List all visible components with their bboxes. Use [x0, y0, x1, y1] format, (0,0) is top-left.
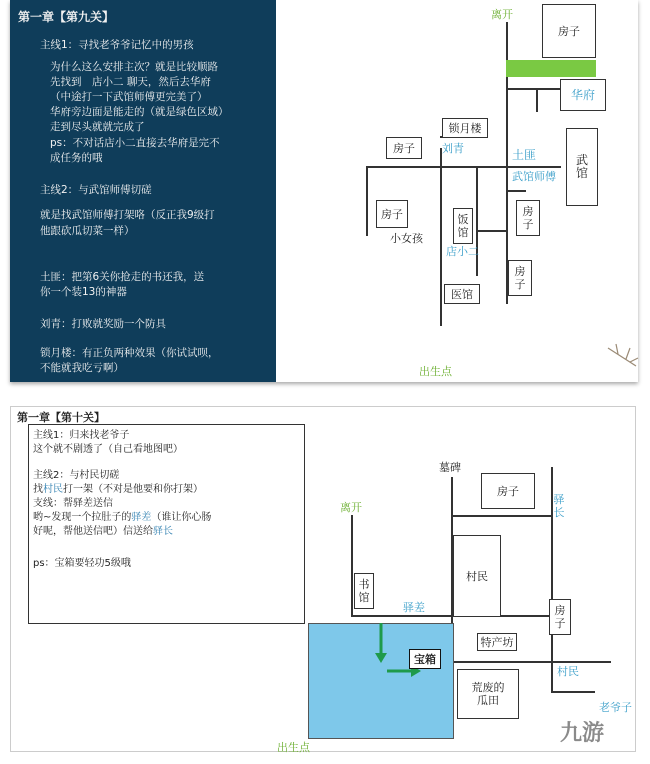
watermark-logo: 九游 — [560, 721, 605, 746]
road-inner-vertical — [476, 166, 478, 276]
spawn-label: 出生点 — [419, 365, 452, 378]
tomb-label: 墓碑 — [439, 461, 461, 474]
wuguan-master-label: 武馆师傅 — [512, 170, 556, 183]
bookhall-box: 书 馆 — [354, 573, 374, 609]
house-right-1: 房 子 — [516, 200, 540, 236]
main1-heading: 主线1：寻找老爷爷记忆中的男孩 — [40, 39, 194, 51]
yichai-label: 驿差 — [403, 601, 425, 614]
tufei-label: 土匪 — [512, 148, 537, 162]
main1-line-1: 为什么这么安排主次？就是比较顺路 — [50, 61, 218, 73]
huafu-box: 华府 — [560, 79, 606, 111]
villager-label: 村民 — [557, 665, 579, 678]
tufei-line-1: 土匪：把第6关你抢走的书还我，送 — [40, 271, 205, 283]
level9-title: 第一章【第九关】 — [18, 10, 115, 24]
liuqing-line: 刘青：打败就奖励一个防具 — [40, 318, 166, 330]
ps-note: ps：宝箱要轻功5级哦 — [33, 558, 131, 569]
m1-heading: 主线1：归来找老爷子 — [33, 430, 130, 441]
road-house-right1 — [506, 190, 526, 192]
clinic-box: 医馆 — [444, 284, 480, 304]
fanguan-box: 饭 馆 — [453, 208, 473, 244]
oldman-label: 老爷子 — [599, 701, 632, 714]
suoyuelou-line-2: 不能就我吃亏啊） — [40, 362, 124, 374]
side-line-2: 好呢，帮他送信吧）信送给驿长 — [33, 526, 173, 537]
house-top-box: 房子 — [481, 473, 535, 509]
house-top: 房子 — [542, 4, 596, 58]
m1-line: 这个就不剧透了（自己看地图吧） — [33, 444, 183, 455]
main2-line-2: 他跟砍瓜切菜一样） — [40, 225, 135, 237]
liuqing-label: 刘青 — [442, 142, 464, 155]
shop-box: 特产坊 — [477, 633, 517, 651]
wuguan-box: 武 馆 — [566, 128, 598, 206]
main1-line-7: 成任务的哦 — [50, 152, 103, 164]
branch-decoration-icon — [606, 340, 640, 370]
suoyuelou-line-1: 锁月楼：有正负两种效果（你试试呗， — [40, 347, 219, 359]
farm-box: 荒废的 瓜田 — [457, 669, 519, 719]
main1-line-6: ps：不对话店小二直接去华府是完不 — [50, 137, 220, 149]
chapter1-level9-panel — [10, 0, 638, 382]
main2-heading: 主线2：与武馆师傅切磋 — [40, 184, 152, 196]
leave-label: 离开 — [340, 501, 362, 514]
m2-heading: 主线2：与村民切磋 — [33, 470, 120, 481]
road-left-vertical — [440, 148, 442, 326]
suoyuelou-box: 锁月楼 — [442, 118, 488, 138]
girl-label: 小女孩 — [390, 232, 423, 245]
house-right-2: 房 子 — [508, 260, 532, 296]
side-heading: 支线：帮驿差送信 — [33, 498, 113, 509]
main1-line-4: 华府旁边面是能走的（就是绿色区域） — [50, 106, 229, 118]
road-cross-2 — [476, 230, 506, 232]
main1-line-3: （中途打一下武馆师傅更完美了） — [50, 91, 208, 103]
house-left: 房子 — [386, 137, 422, 159]
road-huafu-stub — [536, 88, 538, 112]
spawn-label: 出生点 — [277, 741, 310, 754]
road-h-top — [451, 515, 551, 517]
level10-title: 第一章【第十关】 — [17, 411, 105, 424]
side-line-1: 哟~发现一个拉肚子的驿差（谁让你心肠 — [33, 512, 212, 523]
road-to-oldman — [551, 691, 595, 693]
main1-line-5: 走到尽头就就完成了 — [50, 121, 145, 133]
main2-line-1: 就是找武馆师傅打架咯（反正我9级打 — [40, 209, 215, 221]
m2-line: 找村民打一架（不对是他要和你打架） — [33, 484, 203, 495]
house-right-box: 房 子 — [549, 599, 571, 635]
villager-house-box: 村民 — [453, 535, 501, 617]
level9-notes — [10, 0, 276, 382]
leave-label: 离开 — [491, 8, 513, 21]
level9-map — [276, 0, 638, 382]
main1-line-2: 先找到 店小二 聊天，然后去华府 — [50, 76, 211, 88]
road-far-left — [366, 166, 368, 236]
chapter1-level10-panel — [10, 406, 636, 752]
tufei-line-2: 你一个装13的神器 — [40, 286, 127, 298]
road-v-left — [351, 515, 353, 615]
road-h-mid — [351, 615, 551, 617]
green-walkable-zone — [506, 60, 596, 77]
xiaoer-label: 店小二 — [446, 245, 479, 258]
road-h-lower — [451, 661, 611, 663]
house-mid-left: 房子 — [376, 200, 408, 228]
chest-box: 宝箱 — [409, 649, 441, 669]
yizhang-label: 驿 长 — [553, 493, 565, 519]
